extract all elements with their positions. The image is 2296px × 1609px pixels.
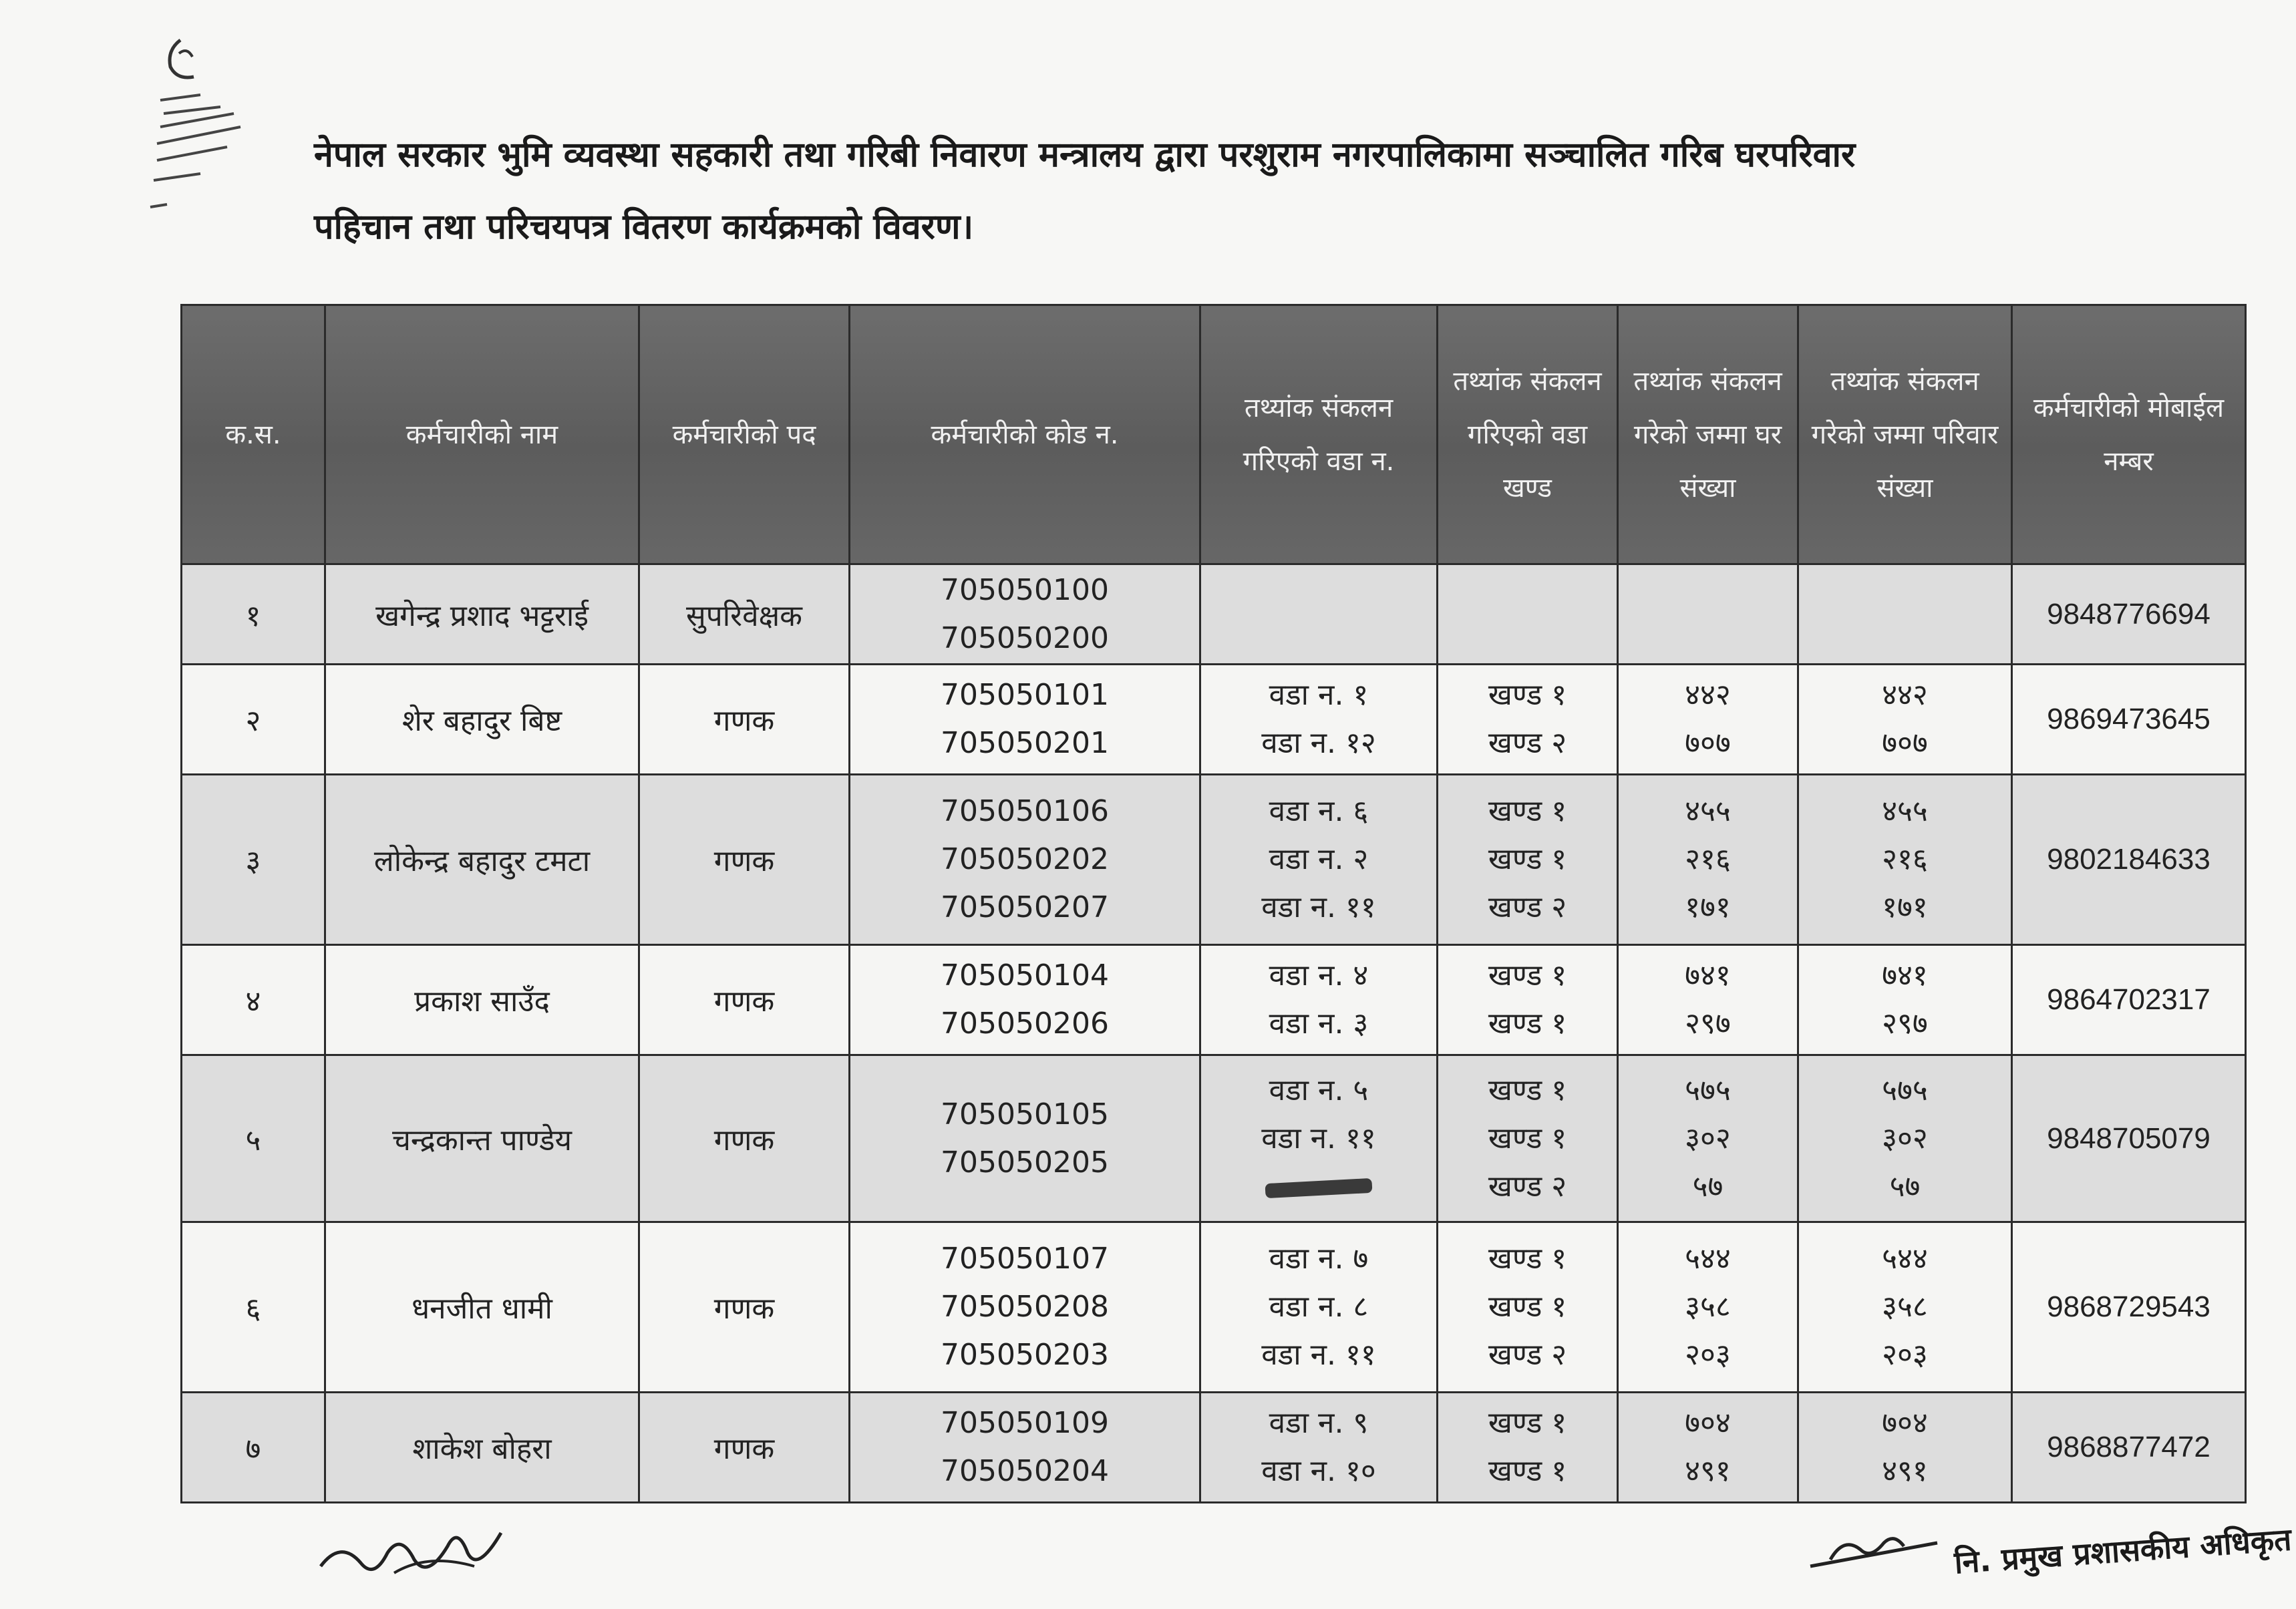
mobile-cell: 9864702317	[2012, 945, 2246, 1055]
code-cell	[850, 665, 1200, 775]
table-row	[182, 564, 2246, 665]
families-cell	[1798, 1222, 2012, 1393]
serial-cell: १	[182, 564, 325, 665]
name-cell: लोकेन्द्र बहादुर टमटा	[325, 775, 639, 945]
code-cell	[850, 945, 1200, 1055]
post-cell: गणक	[639, 1222, 850, 1393]
code-cell-line: 705050107	[941, 1242, 1109, 1276]
families-cell-line: ४९१	[1882, 1454, 1928, 1488]
ward-cell	[1200, 1222, 1438, 1393]
code-cell-line: 705050100	[941, 572, 1109, 607]
ward-cell-line: वडा न. ११	[1261, 1121, 1376, 1155]
code-cell	[850, 775, 1200, 945]
section-cell-line: खण्ड १	[1488, 958, 1567, 993]
table-row	[182, 775, 2246, 945]
houses-cell-line: ३०२	[1685, 1121, 1731, 1155]
ward-cell-line: वडा न. ६	[1269, 794, 1369, 828]
mobile-cell: 9869473645	[2012, 665, 2246, 775]
section-cell-line: खण्ड १	[1488, 1242, 1567, 1276]
ward-cell	[1200, 1055, 1438, 1222]
houses-cell	[1618, 775, 1798, 945]
houses-cell-line: ५७	[1692, 1169, 1724, 1204]
families-cell	[1798, 665, 2012, 775]
ward-cell-line: वडा न. ११	[1261, 890, 1376, 924]
post-cell: गणक	[639, 1055, 850, 1222]
section-cell	[1438, 665, 1618, 775]
code-cell-line: 705050105	[941, 1097, 1109, 1131]
table-header-row	[182, 305, 2246, 564]
section-cell	[1438, 1222, 1618, 1393]
serial-cell: ६	[182, 1222, 325, 1393]
table-row	[182, 945, 2246, 1055]
code-cell	[850, 1222, 1200, 1393]
staff-table	[180, 304, 2247, 1503]
header-houses: तथ्यांक संकलन गरेको जम्मा घर संख्या	[1618, 305, 1798, 564]
houses-cell-line: ७४१	[1685, 958, 1731, 993]
header-name: कर्मचारीको नाम	[325, 305, 639, 564]
post-cell: गणक	[639, 665, 850, 775]
houses-cell	[1618, 945, 1798, 1055]
families-cell	[1798, 1393, 2012, 1503]
section-cell-line: खण्ड १	[1488, 678, 1567, 712]
code-cell	[850, 564, 1200, 665]
section-cell	[1438, 1393, 1618, 1503]
ward-cell-line: वडा न. ८	[1269, 1290, 1369, 1324]
families-cell-line: ५४४	[1882, 1242, 1928, 1276]
section-cell	[1438, 564, 1618, 665]
code-cell-line: 705050104	[941, 958, 1109, 993]
houses-cell-line: ४९१	[1685, 1454, 1731, 1488]
ward-cell-line: वडा न. ५	[1269, 1073, 1369, 1107]
ward-cell-line: वडा न. १०	[1261, 1454, 1376, 1488]
office-seal	[140, 13, 261, 214]
families-cell-line: ५७	[1889, 1169, 1921, 1204]
houses-cell-line: ७०४	[1685, 1406, 1731, 1440]
serial-cell: २	[182, 665, 325, 775]
section-cell-line: खण्ड २	[1488, 1338, 1567, 1372]
section-cell-line: खण्ड २	[1488, 890, 1567, 924]
officer-title: नि. प्रमुख प्रशासकीय अधिकृत	[1953, 1521, 2293, 1581]
name-cell: शेर बहादुर बिष्ट	[325, 665, 639, 775]
table-row	[182, 1055, 2246, 1222]
name-cell: धनजीत धामी	[325, 1222, 639, 1393]
code-cell-line: 705050202	[941, 842, 1109, 876]
houses-cell-line: ५४४	[1685, 1242, 1731, 1276]
code-cell	[850, 1055, 1200, 1222]
families-cell	[1798, 945, 2012, 1055]
serial-cell: ३	[182, 775, 325, 945]
code-cell-line: 705050106	[941, 794, 1109, 828]
name-cell: चन्द्रकान्त पाण्डेय	[325, 1055, 639, 1222]
header-section: तथ्यांक संकलन गरिएको वडा खण्ड	[1438, 305, 1618, 564]
section-cell-line: खण्ड १	[1488, 1073, 1567, 1107]
families-cell-line: ५७५	[1882, 1073, 1928, 1107]
header-post: कर्मचारीको पद	[639, 305, 850, 564]
header-sn: क.स.	[182, 305, 325, 564]
name-cell: प्रकाश साउँद	[325, 945, 639, 1055]
code-cell-line: 705050101	[941, 678, 1109, 712]
header-mobile: कर्मचारीको मोबाईल नम्बर	[2012, 305, 2246, 564]
ward-cell-line: वडा न. ११	[1261, 1338, 1376, 1372]
houses-cell-line: ४४२	[1685, 678, 1731, 712]
mobile-cell: 9802184633	[2012, 775, 2246, 945]
heading-line-1: नेपाल सरकार भुमि व्यवस्था सहकारी तथा गरिबी निवारण मन्त्रालय द्वारा परशुराम नगरपालिकामा सञ्चालित गरिब घरपरिवार	[314, 135, 1856, 175]
houses-cell-line: २०३	[1685, 1338, 1731, 1372]
families-cell-line: ७०७	[1882, 726, 1928, 760]
ward-cell-line: वडा न. १	[1269, 678, 1369, 712]
code-cell-line: 705050204	[941, 1454, 1109, 1488]
struck-out-entry	[1205, 1163, 1432, 1211]
houses-cell	[1618, 564, 1798, 665]
table-row	[182, 665, 2246, 775]
mobile-cell: 9848776694	[2012, 564, 2246, 665]
ward-cell-line: वडा न. ९	[1269, 1406, 1369, 1440]
families-cell-line: १७१	[1882, 890, 1928, 924]
houses-cell-line: २९७	[1685, 1007, 1731, 1041]
section-cell-line: खण्ड १	[1488, 1406, 1567, 1440]
houses-cell-line: ५७५	[1685, 1073, 1731, 1107]
families-cell-line: २०३	[1882, 1338, 1928, 1372]
ward-cell	[1200, 775, 1438, 945]
code-cell-line: 705050207	[941, 890, 1109, 924]
houses-cell-line: ७०७	[1685, 726, 1731, 760]
families-cell	[1798, 1055, 2012, 1222]
name-cell: शाकेश बोहरा	[325, 1393, 639, 1503]
document-heading	[314, 119, 2104, 263]
code-cell	[850, 1393, 1200, 1503]
section-cell-line: खण्ड १	[1488, 1290, 1567, 1324]
houses-cell-line: ४५५	[1685, 794, 1731, 828]
families-cell-line: २९७	[1882, 1007, 1928, 1041]
families-cell-line: ४५५	[1882, 794, 1928, 828]
table-row	[182, 1393, 2246, 1503]
families-cell-line: ३०२	[1882, 1121, 1928, 1155]
header-ward: तथ्यांक संकलन गरिएको वडा न.	[1200, 305, 1438, 564]
post-cell: गणक	[639, 945, 850, 1055]
houses-cell-line: २१६	[1685, 842, 1731, 876]
families-cell	[1798, 775, 2012, 945]
families-cell-line: ७०४	[1882, 1406, 1928, 1440]
families-cell-line: २१६	[1882, 842, 1928, 876]
signature-left	[314, 1506, 514, 1593]
mobile-cell: 9868729543	[2012, 1222, 2246, 1393]
houses-cell-line: ३५८	[1685, 1290, 1731, 1324]
section-cell-line: खण्ड १	[1488, 1121, 1567, 1155]
serial-cell: ७	[182, 1393, 325, 1503]
section-cell-line: खण्ड २	[1488, 1169, 1567, 1204]
post-cell: गणक	[639, 775, 850, 945]
section-cell-line: खण्ड २	[1488, 726, 1567, 760]
table-row	[182, 1222, 2246, 1393]
code-cell-line: 705050109	[941, 1406, 1109, 1440]
code-cell-line: 705050203	[941, 1338, 1109, 1372]
families-cell-line: ७४१	[1882, 958, 1928, 993]
header-families: तथ्यांक संकलन गरेको जम्मा परिवार संख्या	[1798, 305, 2012, 564]
ward-cell	[1200, 945, 1438, 1055]
section-cell-line: खण्ड १	[1488, 1454, 1567, 1488]
code-cell-line: 705050201	[941, 726, 1109, 760]
ward-cell-line: वडा न. २	[1269, 842, 1369, 876]
ward-cell	[1200, 1393, 1438, 1503]
code-cell-line: 705050206	[941, 1007, 1109, 1041]
name-cell: खगेन्द्र प्रशाद भट्टराई	[325, 564, 639, 665]
heading-line-2: पहिचान तथा परिचयपत्र वितरण कार्यक्रमको विवरण।	[314, 207, 974, 247]
ward-cell-line: वडा न. १२	[1261, 726, 1376, 760]
section-cell-line: खण्ड १	[1488, 794, 1567, 828]
code-cell-line: 705050200	[941, 620, 1109, 655]
ward-cell-line: वडा न. ७	[1269, 1242, 1369, 1276]
houses-cell	[1618, 665, 1798, 775]
ward-cell	[1200, 564, 1438, 665]
header-code: कर्मचारीको कोड न.	[850, 305, 1200, 564]
code-cell-line: 705050208	[941, 1290, 1109, 1324]
section-cell	[1438, 1055, 1618, 1222]
houses-cell-line: १७१	[1685, 890, 1731, 924]
mobile-cell: 9868877472	[2012, 1393, 2246, 1503]
serial-cell: ५	[182, 1055, 325, 1222]
post-cell: सुपरिवेक्षक	[639, 564, 850, 665]
post-cell: गणक	[639, 1393, 850, 1503]
mobile-cell: 9848705079	[2012, 1055, 2246, 1222]
serial-cell: ४	[182, 945, 325, 1055]
ward-cell-line: वडा न. ३	[1269, 1007, 1369, 1041]
signature-right	[1804, 1523, 1951, 1576]
section-cell	[1438, 775, 1618, 945]
ward-cell	[1200, 665, 1438, 775]
families-cell	[1798, 564, 2012, 665]
houses-cell	[1618, 1055, 1798, 1222]
ward-cell-line: वडा न. ४	[1269, 958, 1369, 993]
families-cell-line: ४४२	[1882, 678, 1928, 712]
section-cell	[1438, 945, 1618, 1055]
section-cell-line: खण्ड १	[1488, 842, 1567, 876]
section-cell-line: खण्ड १	[1488, 1007, 1567, 1041]
houses-cell	[1618, 1222, 1798, 1393]
houses-cell	[1618, 1393, 1798, 1503]
families-cell-line: ३५८	[1882, 1290, 1928, 1324]
code-cell-line: 705050205	[941, 1145, 1109, 1180]
